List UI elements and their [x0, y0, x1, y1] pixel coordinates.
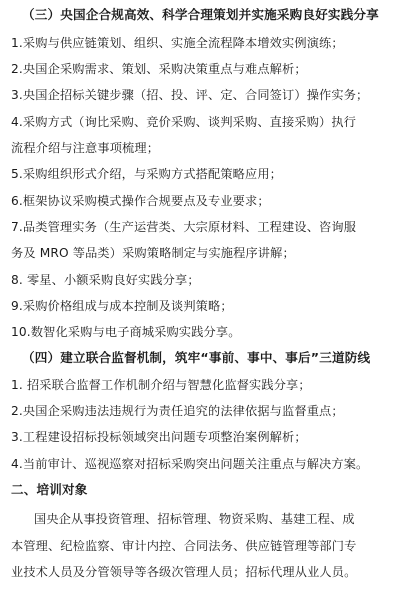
list-item: 7.品类管理实务（生产运营类、大宗原材料、工程建设、咨询服 [11, 220, 357, 234]
list-item: 6.框架协议采购模式操作合规要点及专业要求； [11, 194, 270, 208]
list-item: 2.央国企采购违法违规行为责任追究的法律依据与监督重点； [11, 404, 344, 418]
list-item: 3.工程建设招标投标领域突出问题专项整治案例解析； [11, 430, 307, 444]
list-item: 3.央国企招标关键步骤（招、投、评、定、合同签订）操作实务； [11, 88, 369, 102]
list-item: 1. 招采联合监督工作机制介绍与智慧化监督实践分享； [11, 378, 311, 392]
list-item-continuation: 务及 MRO 等品类）采购策略制定与实施程序讲解； [11, 246, 295, 260]
list-item: 10.数智化采购与电子商城采购实践分享。 [11, 325, 241, 339]
paragraph-line: 本管理、纪检监察、审计内控、合同法务、供应链管理等部门专 [11, 539, 357, 553]
section-heading-4: （四）建立联合监督机制，筑牢“事前、事中、事后”三道防线 [22, 350, 371, 365]
section-heading-3: （三）央国企合规高效、科学合理策划并实施采购良好实践分享 [22, 7, 379, 22]
list-item: 8. 零星、小额采购良好实践分享； [11, 273, 200, 287]
paragraph-line: 国央企从事投资管理、招标管理、物资采购、基建工程、成 [34, 512, 355, 526]
list-item-continuation: 流程介绍与注意事项梳理； [11, 141, 160, 155]
list-item: 2.央国企采购需求、策划、采购决策重点与难点解析； [11, 62, 307, 76]
list-item: 5.采购组织形式介绍，与采购方式搭配策略应用； [11, 167, 283, 181]
list-item: 4.采购方式（询比采购、竞价采购、谈判采购、直接采购）执行 [11, 115, 357, 129]
paragraph-line: 业技术人员及分管领导等各级次管理人员；招标代理从业人员。 [11, 565, 357, 579]
list-item: 9.采购价格组成与成本控制及谈判策略； [11, 299, 233, 313]
list-item: 1.采购与供应链策划、组织、实施全流程降本增效实例演练； [11, 36, 344, 50]
list-item: 4.当前审计、巡视巡察对招标采购突出问题关注重点与解决方案。 [11, 457, 369, 471]
section-heading-training: 二、培训对象 [11, 482, 88, 497]
